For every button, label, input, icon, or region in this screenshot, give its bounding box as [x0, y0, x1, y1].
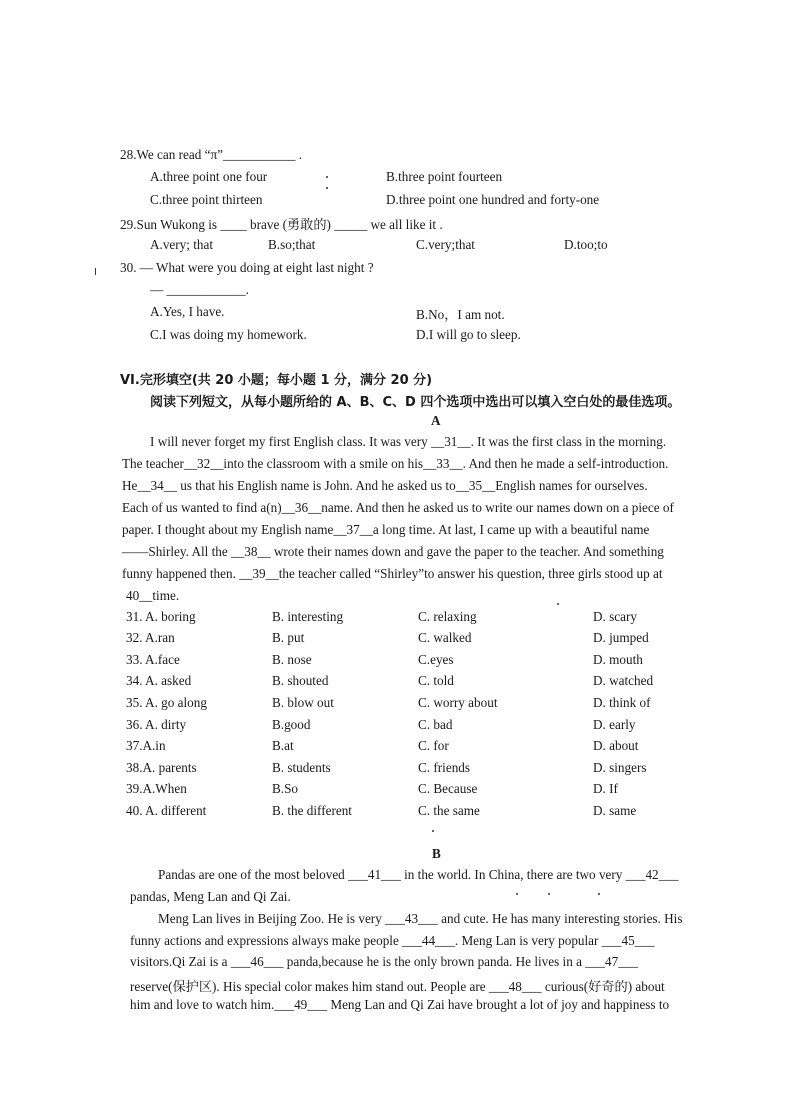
section-title: VI.完形填空(共 20 小题；每小题 1 分，满分 20 分): [120, 373, 433, 388]
passage-a-line: I will never forget my first English class. It was very __31__. It was the first class in the morning.: [150, 434, 667, 449]
passage-b-line: funny actions and expressions always make people ___44___. Meng Lan is very popular ___45___: [130, 933, 655, 948]
question-28-option-a: A.three point one four: [150, 169, 268, 184]
question-28-option-d: D.three point one hundred and forty-one: [386, 192, 600, 207]
option-d: D. singers: [593, 760, 647, 775]
option-d: D. mouth: [593, 652, 643, 667]
option-d: D. early: [593, 717, 636, 732]
option-c: C. the same: [418, 803, 480, 818]
option-c: C. Because: [418, 781, 478, 796]
option-d: D. scary: [593, 609, 637, 624]
option-c: C.eyes: [418, 652, 454, 667]
option-c: C. friends: [418, 760, 471, 775]
option-a: 35. A. go along: [126, 695, 207, 710]
option-d: D. watched: [593, 673, 654, 688]
option-c: C. told: [418, 673, 454, 688]
scan-speck: [95, 268, 96, 275]
scan-speck: [516, 893, 518, 895]
option-d: D. same: [593, 803, 637, 818]
question-29-option-a: A.very; that: [150, 237, 213, 252]
scan-speck: [326, 176, 328, 178]
question-30-option-b: B.No，I am not.: [416, 307, 505, 322]
option-a: 34. A. asked: [126, 673, 192, 688]
question-30-option-a: A.Yes, I have.: [150, 304, 225, 319]
passage-a-line: Each of us wanted to find a(n)__36__name. And then he asked us to write our names down on a piece of: [122, 500, 674, 515]
option-b: B.at: [272, 738, 294, 753]
option-b: B.good: [272, 717, 311, 732]
passage-a-line: 40__time.: [126, 588, 180, 603]
scan-speck: [557, 603, 559, 605]
scan-speck: [598, 893, 600, 895]
passage-a-line: funny happened then. __39__the teacher called “Shirley”to answer his question, three girls stood up at: [122, 566, 663, 581]
passage-b-line: him and love to watch him.___49___ Meng Lan and Qi Zai have brought a lot of joy and happiness to: [130, 997, 670, 1012]
question-28-option-c: C.three point thirteen: [150, 192, 263, 207]
option-a: 38.A. parents: [126, 760, 197, 775]
option-a: 40. A. different: [126, 803, 207, 818]
option-c: C. relaxing: [418, 609, 477, 624]
passage-a-line: He__34__ us that his English name is John. And he asked us to__35__English names for ourselves.: [122, 478, 648, 493]
scan-speck: [432, 830, 434, 832]
option-c: C. for: [418, 738, 449, 753]
option-b: B. the different: [272, 803, 352, 818]
question-29-option-d: D.too;to: [564, 237, 608, 252]
section-instruction: 阅读下列短文，从每小题所给的 A、B、C、D 四个选项中选出可以填入空白处的最佳选项。: [150, 395, 681, 410]
option-row: [126, 609, 196, 625]
option-b: B. nose: [272, 652, 312, 667]
option-d: D. about: [593, 738, 639, 753]
passage-a-line: The teacher__32__into the classroom with a smile on his__33__. And then he made a self-introduction.: [122, 456, 669, 471]
passage-a-line: ——Shirley. All the __38__ wrote their names down and gave the paper to the teacher. And something: [122, 544, 664, 559]
option-b: B. blow out: [272, 695, 334, 710]
question-28-stem: 28.We can read “π”___________ .: [120, 147, 303, 162]
option-c: C. worry about: [418, 695, 498, 710]
question-30-blank: — ____________.: [150, 282, 249, 297]
passage-b-line: visitors.Qi Zai is a ___46___ panda,because he is the only brown panda. He lives in a ___47___: [130, 954, 638, 969]
option-b: B. put: [272, 630, 305, 645]
scan-speck: [326, 187, 328, 189]
question-29-stem: 29.Sun Wukong is ____ brave (勇敢的) _____ we all like it .: [120, 217, 443, 232]
question-30-stem: 30. — What were you doing at eight last night ?: [120, 260, 374, 275]
passage-b-line: reserve(保护区). His special color makes him stand out. People are ___48___ curious(好奇的) about: [130, 979, 665, 994]
option-c: C. walked: [418, 630, 472, 645]
passage-b-line: pandas, Meng Lan and Qi Zai.: [130, 889, 291, 904]
passage-b-line: Pandas are one of the most beloved ___41___ in the world. In China, there are two very ___42___: [158, 867, 679, 882]
option-d: D. think of: [593, 695, 651, 710]
question-28-option-b: B.three point fourteen: [386, 169, 503, 184]
option-a: 31. A. boring: [126, 609, 196, 624]
option-b: B. interesting: [272, 609, 344, 624]
option-b: B. shouted: [272, 673, 329, 688]
passage-b-heading: B: [432, 846, 441, 861]
question-29-option-b: B.so;that: [268, 237, 316, 252]
option-b: B.So: [272, 781, 299, 796]
option-b: B. students: [272, 760, 331, 775]
passage-a-heading: A: [431, 413, 441, 428]
option-a: 37.A.in: [126, 738, 166, 753]
option-a: 33. A.face: [126, 652, 180, 667]
option-d: D. jumped: [593, 630, 649, 645]
option-a: 32. A.ran: [126, 630, 175, 645]
question-30-option-c: C.I was doing my homework.: [150, 327, 307, 342]
option-a: 36. A. dirty: [126, 717, 187, 732]
question-29-option-c: C.very;that: [416, 237, 475, 252]
question-30-option-d: D.I will go to sleep.: [416, 327, 521, 342]
passage-a-line: paper. I thought about my English name__37__a long time. At last, I came up with a beautiful name: [122, 522, 650, 537]
option-c: C. bad: [418, 717, 453, 732]
option-a: 39.A.When: [126, 781, 187, 796]
passage-b-line: Meng Lan lives in Beijing Zoo. He is very ___43___ and cute. He has many interesting stories. His: [158, 911, 683, 926]
scan-speck: [548, 893, 550, 895]
option-d: D. If: [593, 781, 618, 796]
